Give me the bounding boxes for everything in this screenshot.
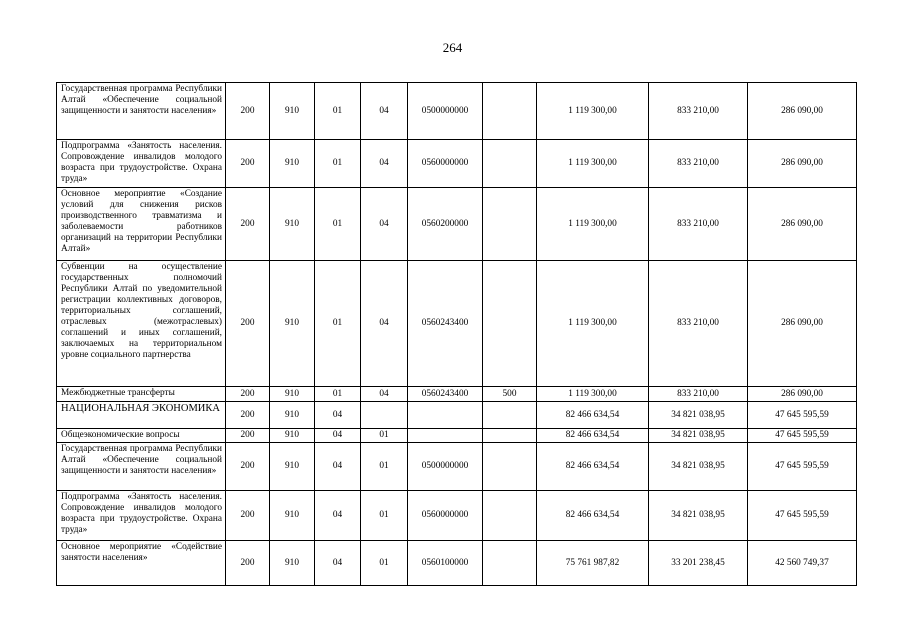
cell-ministry: 910 (270, 491, 315, 541)
cell-ministry: 910 (270, 188, 315, 261)
cell-amount-regional: 286 090,00 (748, 387, 857, 402)
cell-expense-type: 500 (483, 387, 537, 402)
row-name: Государственная программа Республики Алтай «Обеспечение социальной защищенности и занятости населения» (57, 83, 226, 140)
cell-subsection: 01 (361, 541, 408, 586)
cell-amount-federal: 33 201 238,45 (649, 541, 748, 586)
cell-section: 04 (315, 443, 361, 491)
cell-amount-total: 82 466 634,54 (537, 402, 649, 429)
cell-subsection: 01 (361, 491, 408, 541)
cell-amount-regional: 286 090,00 (748, 83, 857, 140)
cell-code: 200 (226, 261, 270, 387)
cell-amount-regional: 286 090,00 (748, 261, 857, 387)
cell-amount-federal: 833 210,00 (649, 140, 748, 188)
cell-ministry: 910 (270, 261, 315, 387)
cell-ministry: 910 (270, 140, 315, 188)
cell-expense-type (483, 402, 537, 429)
cell-amount-regional: 286 090,00 (748, 140, 857, 188)
table-row (57, 140, 857, 188)
cell-ministry: 910 (270, 402, 315, 429)
cell-section: 01 (315, 188, 361, 261)
cell-amount-total: 75 761 987,82 (537, 541, 649, 586)
cell-section: 01 (315, 261, 361, 387)
cell-expense-type (483, 261, 537, 387)
cell-code: 200 (226, 140, 270, 188)
page-number: 264 (442, 40, 463, 55)
table-row (57, 443, 857, 491)
cell-code: 200 (226, 429, 270, 443)
cell-section: 04 (315, 491, 361, 541)
budget-table (56, 82, 857, 586)
cell-code: 200 (226, 491, 270, 541)
cell-amount-total: 82 466 634,54 (537, 429, 649, 443)
cell-section: 04 (315, 541, 361, 586)
cell-amount-federal: 34 821 038,95 (649, 491, 748, 541)
cell-amount-federal: 34 821 038,95 (649, 443, 748, 491)
cell-ministry: 910 (270, 429, 315, 443)
cell-section: 01 (315, 83, 361, 140)
cell-ministry: 910 (270, 541, 315, 586)
table-row (57, 188, 857, 261)
cell-amount-federal: 833 210,00 (649, 387, 748, 402)
cell-amount-federal: 34 821 038,95 (649, 429, 748, 443)
table-row (57, 261, 857, 387)
row-name: НАЦИОНАЛЬНАЯ ЭКОНОМИКА (57, 402, 226, 429)
cell-code: 200 (226, 83, 270, 140)
cell-subsection: 04 (361, 140, 408, 188)
cell-amount-total: 1 119 300,00 (537, 83, 649, 140)
table-row (57, 402, 857, 429)
cell-target-article: 0560000000 (408, 491, 483, 541)
row-name: Субвенции на осуществление государственных полномочий Республики Алтай по уведомительной регистрации коллективных договоров, территориальных соглашений, отраслевых (межотраслевых) соглашений и иных соглашений, заключаемых на территориальном уровне социального партнерства (57, 261, 226, 387)
cell-amount-regional: 42 560 749,37 (748, 541, 857, 586)
cell-subsection: 01 (361, 443, 408, 491)
row-name: Основное мероприятие «Создание условий для снижения рисков производственного травматизма и заболеваемости работников организаций на территории Республики Алтай» (57, 188, 226, 261)
cell-expense-type (483, 443, 537, 491)
row-name: Подпрограмма «Занятость населения. Сопровождение инвалидов молодого возраста при трудоустройстве. Охрана труда» (57, 140, 226, 188)
cell-code: 200 (226, 443, 270, 491)
cell-amount-regional: 47 645 595,59 (748, 402, 857, 429)
cell-amount-total: 1 119 300,00 (537, 261, 649, 387)
cell-amount-regional: 47 645 595,59 (748, 429, 857, 443)
cell-section: 01 (315, 387, 361, 402)
cell-expense-type (483, 429, 537, 443)
cell-subsection: 01 (361, 429, 408, 443)
cell-code: 200 (226, 541, 270, 586)
cell-amount-total: 82 466 634,54 (537, 443, 649, 491)
cell-target-article: 0500000000 (408, 443, 483, 491)
cell-amount-federal: 833 210,00 (649, 261, 748, 387)
cell-subsection: 04 (361, 188, 408, 261)
row-name: Подпрограмма «Занятость населения. Сопровождение инвалидов молодого возраста при трудоустройстве. Охрана труда» (57, 491, 226, 541)
cell-section: 04 (315, 402, 361, 429)
row-name: Общеэкономические вопросы (57, 429, 226, 443)
cell-section: 01 (315, 140, 361, 188)
cell-subsection: 04 (361, 83, 408, 140)
cell-target-article: 0560243400 (408, 387, 483, 402)
cell-amount-federal: 833 210,00 (649, 83, 748, 140)
table-row (57, 541, 857, 586)
cell-expense-type (483, 188, 537, 261)
cell-target-article: 0500000000 (408, 83, 483, 140)
table-row (57, 83, 857, 140)
row-name: Межбюджетные трансферты (57, 387, 226, 402)
cell-ministry: 910 (270, 83, 315, 140)
cell-section: 04 (315, 429, 361, 443)
cell-amount-federal: 833 210,00 (649, 188, 748, 261)
cell-expense-type (483, 541, 537, 586)
cell-amount-total: 1 119 300,00 (537, 140, 649, 188)
cell-expense-type (483, 83, 537, 140)
cell-code: 200 (226, 402, 270, 429)
cell-amount-total: 1 119 300,00 (537, 387, 649, 402)
cell-target-article: 0560100000 (408, 541, 483, 586)
cell-target-article (408, 402, 483, 429)
cell-expense-type (483, 491, 537, 541)
cell-amount-federal: 34 821 038,95 (649, 402, 748, 429)
cell-subsection (361, 402, 408, 429)
row-name: Основное мероприятие «Содействие занятости населения» (57, 541, 226, 586)
cell-target-article: 0560200000 (408, 188, 483, 261)
cell-target-article: 0560243400 (408, 261, 483, 387)
cell-subsection: 04 (361, 387, 408, 402)
cell-target-article (408, 429, 483, 443)
row-name: Государственная программа Республики Алтай «Обеспечение социальной защищенности и занятости населения» (57, 443, 226, 491)
cell-code: 200 (226, 188, 270, 261)
table-row (57, 429, 857, 443)
cell-amount-regional: 286 090,00 (748, 188, 857, 261)
cell-amount-total: 82 466 634,54 (537, 491, 649, 541)
cell-ministry: 910 (270, 387, 315, 402)
cell-amount-regional: 47 645 595,59 (748, 491, 857, 541)
cell-subsection: 04 (361, 261, 408, 387)
table-row (57, 491, 857, 541)
cell-amount-total: 1 119 300,00 (537, 188, 649, 261)
cell-ministry: 910 (270, 443, 315, 491)
cell-amount-regional: 47 645 595,59 (748, 443, 857, 491)
cell-code: 200 (226, 387, 270, 402)
cell-target-article: 0560000000 (408, 140, 483, 188)
table-row (57, 387, 857, 402)
cell-expense-type (483, 140, 537, 188)
